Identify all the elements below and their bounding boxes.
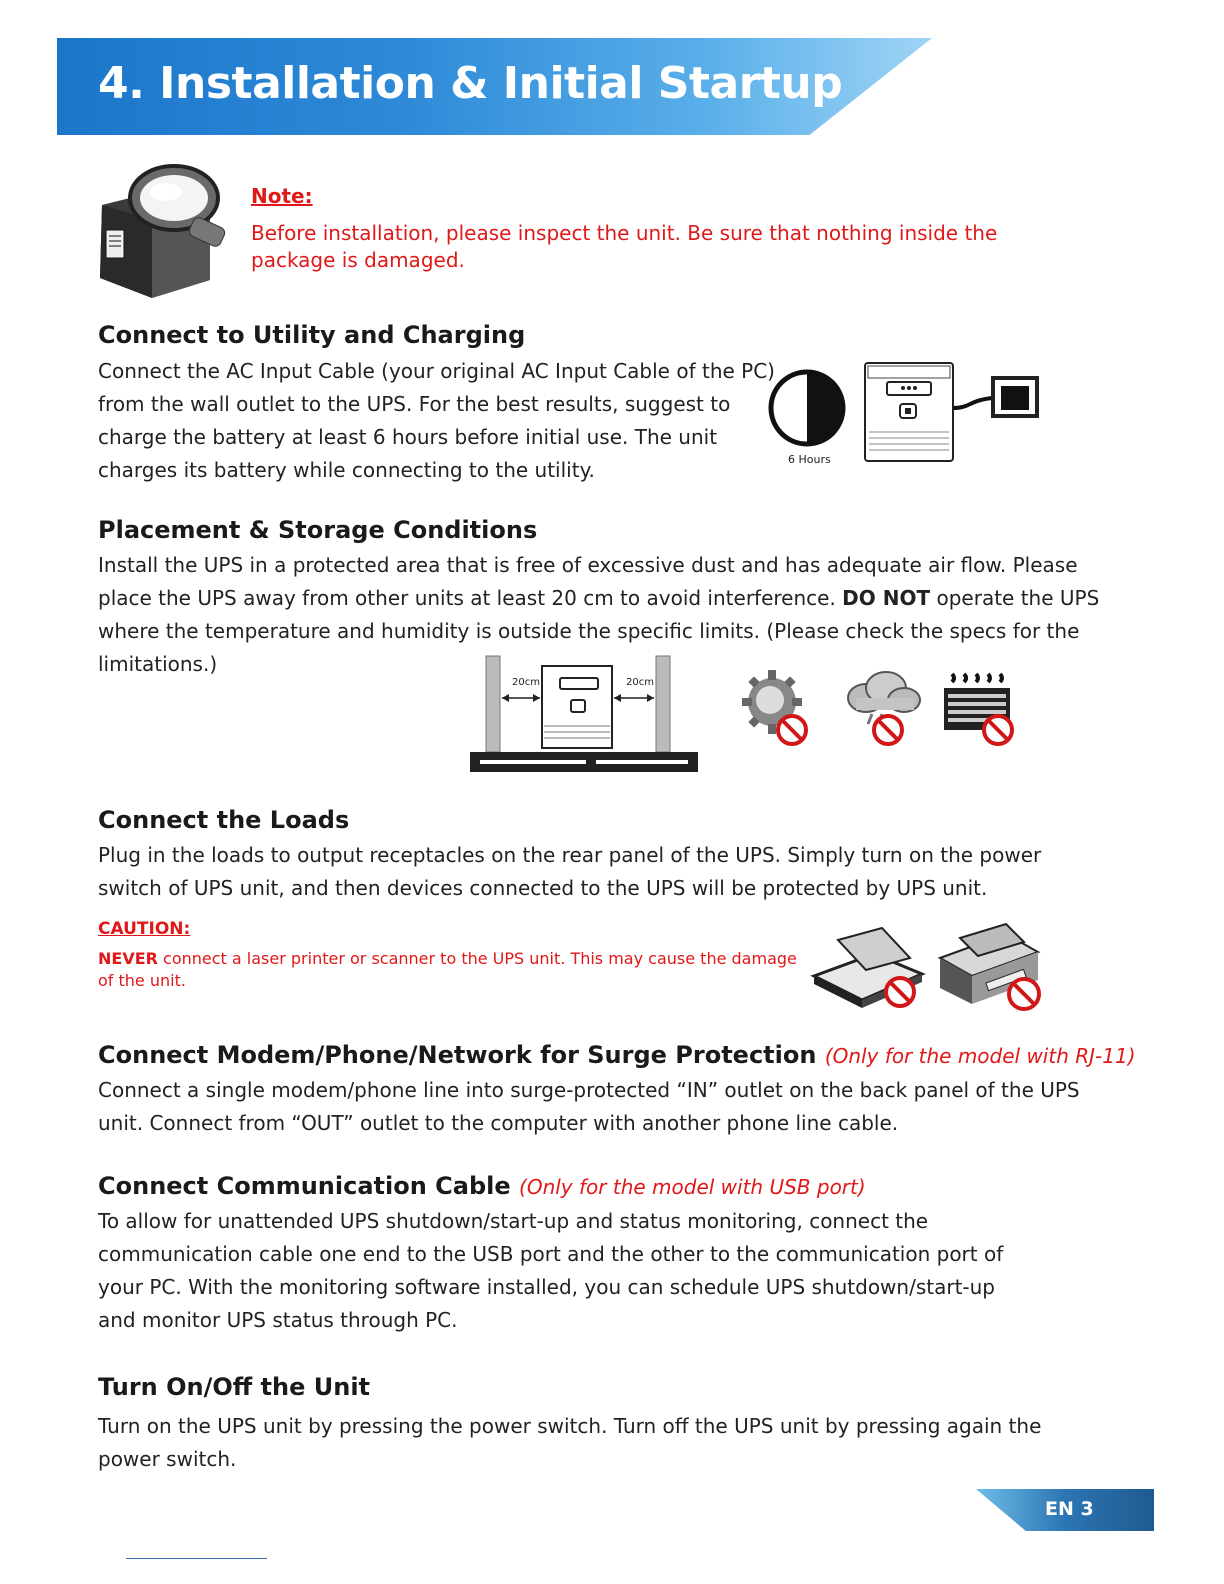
- placement-line: limitations.): [98, 652, 218, 676]
- note-title: Note:: [251, 184, 313, 208]
- page-number: EN 3: [1045, 1498, 1094, 1520]
- note-text: Before installation, please inspect the unit. Be sure that nothing inside the package is damaged.: [251, 221, 998, 272]
- utility-paragraph: [98, 355, 778, 487]
- utility-line: charge the battery at least 6 hours before initial use. The unit: [98, 425, 718, 449]
- loads-paragraph: [98, 839, 1108, 905]
- do-not-emphasis: DO NOT: [842, 586, 931, 610]
- modem-line: unit. Connect from “OUT” outlet to the computer with another phone line cable.: [98, 1111, 899, 1135]
- no-rain-icon: [842, 668, 926, 750]
- comm-model-note: (Only for the model with USB port): [519, 1175, 866, 1199]
- placement-line: Install the UPS in a protected area that is free of excessive dust and has adequate air flow. Please: [98, 553, 1078, 577]
- power-paragraph: [98, 1410, 1108, 1476]
- page-title: 4. Installation & Initial Startup: [98, 58, 843, 109]
- comm-line: your PC. With the monitoring software installed, you can schedule UPS shutdown/start-up: [98, 1275, 995, 1299]
- power-line: power switch.: [98, 1447, 237, 1471]
- caution-line: of the unit.: [98, 971, 186, 990]
- comm-line: communication cable one end to the USB port and the other to the communication port of: [98, 1242, 1004, 1266]
- distance-left-label: 20cm: [512, 677, 540, 688]
- ups-spacing-illustration: [468, 652, 700, 776]
- utility-line: charges its battery while connecting to the utility.: [98, 458, 595, 482]
- modem-heading: Connect Modem/Phone/Network for Surge Protection: [98, 1041, 817, 1069]
- caution-line: [98, 948, 808, 970]
- utility-heading: Connect to Utility and Charging: [98, 321, 526, 349]
- placement-line-text: operate the UPS: [930, 586, 1100, 610]
- modem-line: Connect a single modem/phone line into surge-protected “IN” outlet on the back panel of the UPS: [98, 1078, 1080, 1102]
- caution-text: [98, 948, 808, 992]
- footer-rule: [126, 1558, 267, 1559]
- comm-heading-row: [98, 1172, 866, 1200]
- modem-paragraph: [98, 1074, 1108, 1140]
- power-line: Turn on the UPS unit by pressing the power switch. Turn off the UPS unit by pressing again the: [98, 1414, 1042, 1438]
- loads-heading: Connect the Loads: [98, 806, 350, 834]
- caution-title: CAUTION:: [98, 919, 191, 939]
- magnifier-box-icon: [92, 160, 232, 300]
- no-heater-icon: [940, 668, 1024, 750]
- utility-line: Connect the AC Input Cable (your original AC Input Cable of the PC): [98, 359, 775, 383]
- utility-line: from the wall outlet to the UPS. For the best results, suggest to: [98, 392, 731, 416]
- comm-line: To allow for unattended UPS shutdown/start-up and status monitoring, connect the: [98, 1209, 929, 1233]
- placement-line: where the temperature and humidity is outside the specific limits. (Please check the specs for the: [98, 619, 1080, 643]
- placement-line-text: place the UPS away from other units at least 20 cm to avoid interference.: [98, 586, 843, 610]
- loads-line: Plug in the loads to output receptacles on the rear panel of the UPS. Simply turn on the power: [98, 843, 1042, 867]
- placement-line: [98, 582, 1108, 615]
- caution-line-text: connect a laser printer or scanner to the UPS unit. This may cause the damage: [157, 949, 797, 968]
- modem-heading-row: [98, 1041, 1136, 1069]
- hours-label: 6 Hours: [788, 453, 831, 466]
- no-heat-icon: [742, 668, 814, 750]
- never-emphasis: NEVER: [98, 949, 158, 968]
- comm-line: and monitor UPS status through PC.: [98, 1308, 458, 1332]
- power-heading: Turn On/Off the Unit: [98, 1373, 371, 1401]
- loads-line: switch of UPS unit, and then devices connected to the UPS will be protected by UPS unit.: [98, 876, 988, 900]
- distance-right-label: 20cm: [626, 677, 654, 688]
- scanner-printer-forbidden-illustration: [810, 918, 1050, 1018]
- modem-model-note: (Only for the model with RJ-11): [824, 1044, 1136, 1068]
- comm-paragraph: [98, 1205, 1108, 1337]
- placement-heading: Placement & Storage Conditions: [98, 516, 538, 544]
- comm-heading: Connect Communication Cable: [98, 1172, 511, 1200]
